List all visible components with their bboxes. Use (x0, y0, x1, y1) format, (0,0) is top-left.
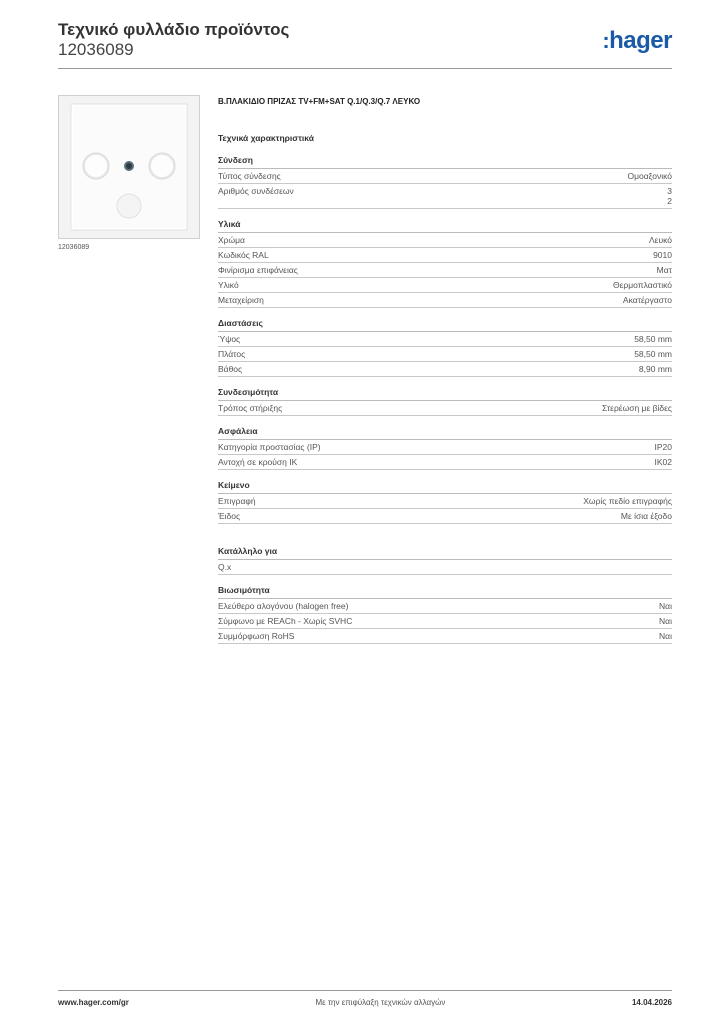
document-number: 12036089 (58, 40, 134, 59)
product-name: Β.ΠΛΑΚΙΔΙΟ ΠΡΙΖΑΣ TV+FM+SAT Q.1/Q.3/Q.7 ΛΕΥΚΟ (218, 97, 421, 106)
spec-row (218, 362, 672, 377)
socket-plate-icon (59, 96, 199, 238)
spec-row (218, 614, 672, 629)
spec-value: IK02 (654, 457, 672, 467)
logo-text: hager (609, 27, 672, 54)
spec-row (218, 560, 672, 575)
spec-label: Μεταχείριση (218, 295, 264, 305)
spec-section (218, 155, 672, 209)
section-title: Βιωσιμότητα (218, 585, 672, 599)
section-title: Διαστάσεις (218, 318, 672, 332)
spec-value: 8,90 mm (638, 364, 672, 374)
spec-value: Ναι (659, 601, 672, 611)
spec-row (218, 233, 672, 248)
spec-row (218, 278, 672, 293)
section-title: Υλικά (218, 219, 672, 233)
section-title: Κατάλληλο για (218, 546, 672, 560)
spec-value: 58,50 mm (634, 349, 672, 359)
spec-row (218, 494, 672, 509)
spec-row (218, 347, 672, 362)
spec-label: Υλικό (218, 280, 239, 290)
spec-row (218, 629, 672, 644)
spec-label: Ύψος (218, 334, 241, 344)
spec-value: Ναι (659, 631, 672, 641)
section-title: Ασφάλεια (218, 426, 672, 440)
spec-section (218, 318, 672, 377)
footer-notice: Με την επιφύλαξη τεχνικών αλλαγών (315, 998, 446, 1007)
document-header (58, 20, 289, 60)
spec-label: Τρόπος στήριξης (218, 403, 283, 413)
spec-row (218, 509, 672, 524)
sustainability-section (218, 585, 672, 644)
spec-section (218, 426, 672, 470)
sustainability-rows (218, 599, 672, 644)
spec-value: 58,50 mm (634, 334, 672, 344)
spec-value: 9010 (653, 250, 672, 260)
tech-heading: Τεχνικά χαρακτηριστικά (218, 133, 314, 143)
spec-label: Φινίρισμα επιφάνειας (218, 265, 298, 275)
spec-row (218, 293, 672, 308)
spec-row (218, 440, 672, 455)
spec-row (218, 455, 672, 470)
section-title: Κείμενο (218, 480, 672, 494)
suitable-section (218, 546, 672, 575)
spec-content (218, 97, 672, 654)
spec-value: IP20 (654, 442, 672, 452)
spec-value: 3 2 (667, 186, 672, 206)
document-title: Τεχνικό φυλλάδιο προϊόντος (58, 20, 290, 39)
spec-label: Χρώμα (218, 235, 245, 245)
spec-row (218, 169, 672, 184)
spec-row (218, 332, 672, 347)
spec-value: Στερέωση με βίδες (601, 403, 672, 413)
footer-date: 14.04.2026 (631, 998, 672, 1007)
spec-row (218, 184, 672, 209)
spec-value: Ομοαξονικό (627, 171, 672, 181)
spec-label: Πλάτος (218, 349, 246, 359)
section-title: Σύνδεση (218, 155, 672, 169)
spec-label: Ελεύθερο αλογόνου (halogen free) (218, 601, 349, 611)
spec-label: Αντοχή σε κρούση IK (218, 457, 298, 467)
section-title: Συνδεσιμότητα (218, 387, 672, 401)
spec-row (218, 401, 672, 416)
spec-label: Κατηγορία προστασίας (IP) (218, 442, 321, 452)
spec-label: Βάθος (218, 364, 243, 374)
spec-label: Επιγραφή (218, 496, 256, 506)
spec-row (218, 248, 672, 263)
spec-section (218, 480, 672, 524)
spec-label: Τύπος σύνδεσης (218, 171, 281, 181)
spec-label: Συμμόρφωση RoHS (218, 631, 295, 641)
spec-row (218, 263, 672, 278)
logo-dots-icon: : (602, 28, 610, 53)
image-caption: 12036089 (58, 244, 90, 251)
footer-divider (58, 990, 672, 991)
spec-row (218, 599, 672, 614)
spec-value: Θερμοπλαστικό (612, 280, 672, 290)
spec-label: Q.x (218, 562, 232, 572)
footer (58, 998, 672, 1007)
header-divider (58, 68, 672, 69)
footer-website[interactable]: www.hager.com/gr (58, 998, 129, 1007)
spec-section (218, 219, 672, 308)
spec-value: Χωρίς πεδίο επιγραφής (583, 496, 672, 506)
spec-value: Ναι (659, 616, 672, 626)
spec-label: Κωδικός RAL (218, 250, 269, 260)
hager-logo (602, 27, 672, 55)
spec-label: Έιδος (218, 511, 241, 521)
spec-label: Σύμφωνο με REACh - Χωρίς SVHC (218, 616, 353, 626)
product-image (58, 95, 200, 239)
spec-label: Αριθμός συνδέσεων (218, 186, 294, 196)
spec-value: Με ίσια έξοδο (620, 511, 672, 521)
spec-sections (218, 155, 672, 524)
spec-value: Λευκό (649, 235, 672, 245)
spec-value: Ματ (656, 265, 672, 275)
spec-section (218, 387, 672, 416)
spec-value: Ακατέργαστο (622, 295, 672, 305)
